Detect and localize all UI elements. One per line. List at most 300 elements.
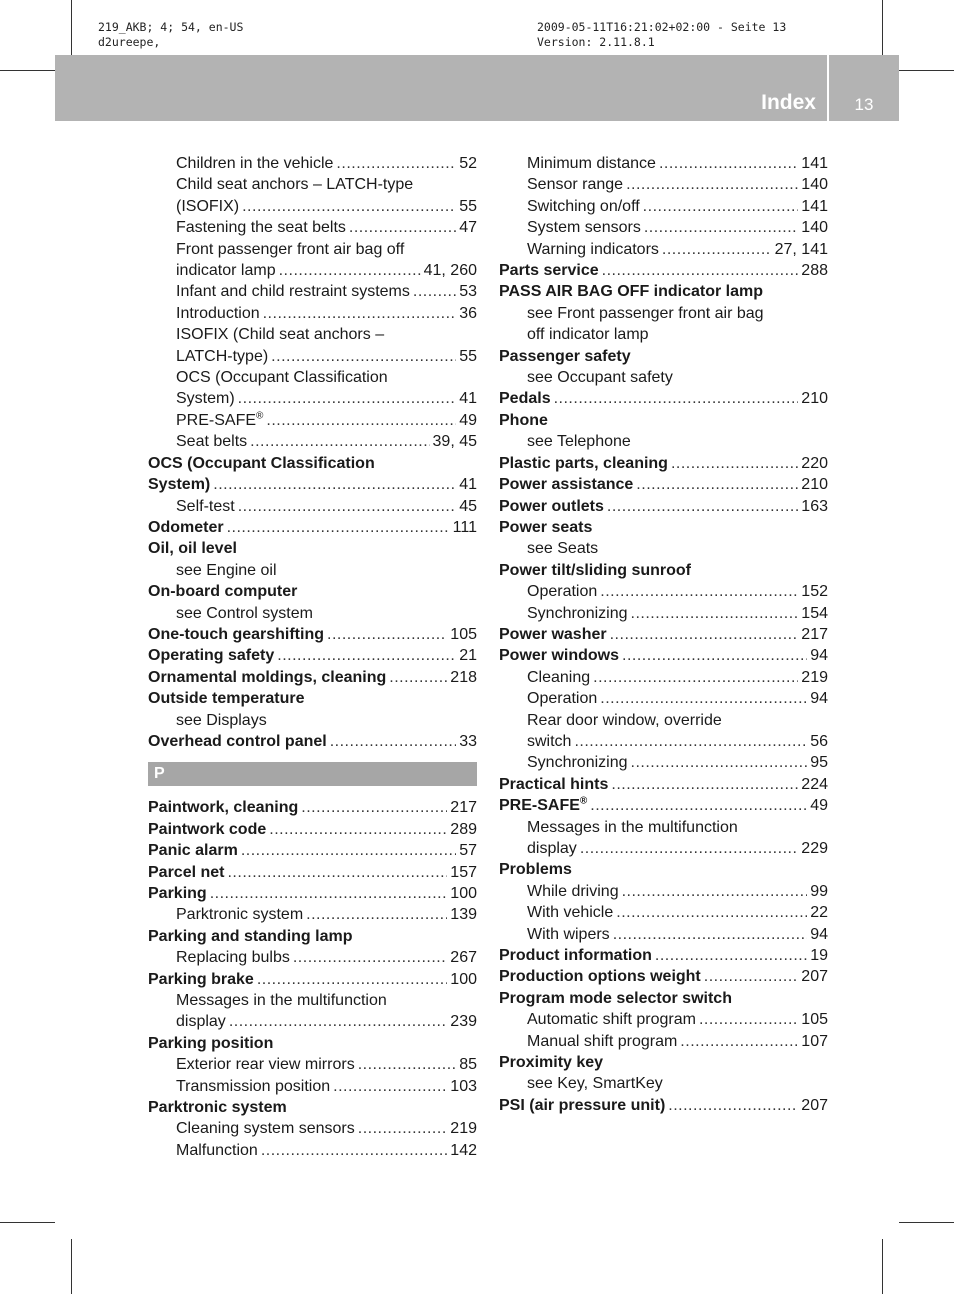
entry-text: Infant and child restraint systems xyxy=(176,283,410,301)
index-subentry xyxy=(148,217,477,238)
entry-text: Practical hints xyxy=(499,775,609,793)
entry-text: Messages in the multifunction xyxy=(527,818,738,836)
index-entry xyxy=(499,624,828,645)
page-reference: 53 xyxy=(459,283,477,301)
index-entry xyxy=(148,624,477,645)
entry-text: display xyxy=(527,840,577,857)
index-entry xyxy=(499,388,828,409)
index-entry xyxy=(148,862,477,883)
print-meta-right xyxy=(537,20,786,50)
index-subentry xyxy=(148,603,477,624)
dot-leader xyxy=(241,840,456,861)
dot-leader xyxy=(636,474,798,495)
dot-leader xyxy=(242,196,456,217)
dot-leader xyxy=(293,947,447,968)
dot-leader xyxy=(593,667,798,688)
page-reference: 55 xyxy=(459,197,477,215)
page-reference: 39, 45 xyxy=(432,433,477,451)
page-reference: 111 xyxy=(452,518,477,536)
index-subentry xyxy=(148,239,477,260)
entry-text: Product information xyxy=(499,947,652,965)
page-reference: 94 xyxy=(810,647,828,665)
entry-text: Replacing bulbs xyxy=(176,949,290,967)
dot-leader xyxy=(574,731,807,752)
dot-leader xyxy=(238,388,457,409)
index-subentry xyxy=(499,1073,828,1094)
dot-leader xyxy=(554,388,799,409)
entry-text: see Control system xyxy=(176,604,313,622)
index-subentry xyxy=(499,603,828,624)
entry-text: Parking position xyxy=(148,1034,274,1052)
dot-leader xyxy=(336,153,456,174)
entry-text: Parking brake xyxy=(148,970,254,988)
index-subentry xyxy=(499,581,828,602)
dot-leader xyxy=(668,1095,798,1116)
crop-mark xyxy=(899,70,954,71)
page-reference: 47 xyxy=(459,219,477,237)
dot-leader xyxy=(327,624,447,645)
index-entry xyxy=(499,966,828,987)
entry-text: Minimum distance xyxy=(527,155,656,172)
index-subentry xyxy=(148,1054,477,1075)
index-subentry xyxy=(499,710,828,731)
page-reference: 41, 260 xyxy=(423,262,477,280)
index-subentry xyxy=(499,538,828,559)
index-entry xyxy=(148,731,477,752)
entry-text: Parktronic system xyxy=(176,906,304,924)
entry-text: display xyxy=(176,1013,226,1031)
dot-leader xyxy=(655,945,807,966)
dot-leader xyxy=(610,624,799,645)
dot-leader xyxy=(301,797,447,818)
index-entry xyxy=(499,774,828,795)
page-reference: 107 xyxy=(801,1032,828,1050)
index-subentry xyxy=(148,990,477,1011)
index-entry xyxy=(499,645,828,666)
index-subentry xyxy=(499,838,828,859)
index-entry xyxy=(148,453,477,474)
entry-text: System) xyxy=(176,390,235,408)
index-subentry xyxy=(148,196,477,217)
dot-leader xyxy=(600,581,798,602)
entry-text: One-touch gearshifting xyxy=(148,625,324,643)
entry-text: Manual shift program xyxy=(527,1032,678,1050)
entry-text: Switching on/off xyxy=(527,197,640,215)
page-reference: 210 xyxy=(801,476,828,494)
index-list xyxy=(148,153,477,752)
entry-text: PSI (air pressure unit) xyxy=(499,1096,666,1114)
index-list xyxy=(499,153,828,1116)
entry-text: LATCH-type) xyxy=(176,347,269,365)
index-subentry xyxy=(499,153,828,174)
dot-leader xyxy=(413,281,456,302)
entry-text: PRE-SAFE® xyxy=(176,410,264,429)
dot-leader xyxy=(680,1031,798,1052)
crop-mark xyxy=(899,1222,954,1223)
index-entry xyxy=(499,988,828,1009)
index-entry xyxy=(499,474,828,495)
dot-leader xyxy=(263,303,457,324)
dot-leader xyxy=(699,1009,798,1030)
entry-text: Phone xyxy=(499,411,548,429)
entry-text: Power seats xyxy=(499,518,593,536)
dot-leader xyxy=(358,1054,457,1075)
meta-line: 2009-05-11T16:21:02+02:00 - Seite 13 xyxy=(537,20,787,34)
entry-text: (ISOFIX) xyxy=(176,197,240,215)
page-reference: 219 xyxy=(450,1120,477,1138)
page-reference: 289 xyxy=(450,820,477,838)
page-reference: 105 xyxy=(801,1011,828,1029)
index-entry xyxy=(148,581,477,602)
page-reference: 154 xyxy=(801,604,828,622)
page-reference: 163 xyxy=(801,497,828,515)
dot-leader xyxy=(643,196,799,217)
entry-text: ISOFIX (Child seat anchors – xyxy=(176,326,385,344)
entry-text: Parcel net xyxy=(148,863,225,881)
page-reference: 52 xyxy=(459,155,477,172)
dot-leader xyxy=(250,431,429,452)
index-entry xyxy=(499,517,828,538)
dot-leader xyxy=(631,752,808,773)
page-reference: 140 xyxy=(801,176,828,194)
index-subentry xyxy=(148,431,477,452)
entry-text: While driving xyxy=(527,882,619,900)
index-entry xyxy=(148,667,477,688)
entry-text: Messages in the multifunction xyxy=(176,992,387,1010)
page-reference: 49 xyxy=(459,411,477,429)
page-reference: 55 xyxy=(459,347,477,365)
index-subentry xyxy=(499,688,828,709)
dot-leader xyxy=(271,346,456,367)
dot-leader xyxy=(611,774,798,795)
page-reference: 103 xyxy=(450,1077,477,1095)
dot-leader xyxy=(671,453,798,474)
index-entry xyxy=(499,945,828,966)
page-reference: 36 xyxy=(459,304,477,322)
index-entry xyxy=(499,410,828,431)
crop-mark xyxy=(71,0,72,55)
page-reference: 207 xyxy=(801,968,828,986)
entry-text: Cleaning xyxy=(527,668,591,686)
index-entry xyxy=(499,1095,828,1116)
page-reference: 217 xyxy=(450,799,477,817)
index-subentry xyxy=(148,1011,477,1032)
page-reference: 217 xyxy=(801,625,828,643)
index-entry xyxy=(148,819,477,840)
page-reference: 41 xyxy=(459,390,477,408)
index-subentry xyxy=(148,1076,477,1097)
entry-text: Oil, oil level xyxy=(148,540,237,558)
dot-leader xyxy=(659,153,798,174)
dot-leader xyxy=(590,795,807,816)
page-reference: 157 xyxy=(450,863,477,881)
entry-text: Operation xyxy=(527,583,598,601)
dot-leader xyxy=(279,260,421,281)
page-reference: 21 xyxy=(459,647,477,665)
entry-text: With vehicle xyxy=(527,904,614,922)
page-reference: 239 xyxy=(450,1013,477,1031)
index-subentry xyxy=(499,239,828,260)
index-subentry xyxy=(148,904,477,925)
index-subentry xyxy=(148,174,477,195)
index-entry xyxy=(499,281,828,302)
entry-text: see Key, SmartKey xyxy=(527,1075,663,1093)
page-reference: 105 xyxy=(450,625,477,643)
dot-leader xyxy=(358,1118,448,1139)
page-reference: 229 xyxy=(801,840,828,857)
crop-mark xyxy=(882,1239,883,1294)
entry-text: Operating safety xyxy=(148,647,275,665)
entry-text: System sensors xyxy=(527,219,641,237)
entry-text: Sensor range xyxy=(527,176,624,194)
crop-mark xyxy=(71,1239,72,1294)
entry-text: Proximity key xyxy=(499,1054,604,1072)
index-subentry xyxy=(148,710,477,731)
index-entry xyxy=(148,797,477,818)
index-subentry xyxy=(499,752,828,773)
index-entry xyxy=(148,969,477,990)
entry-text: Power washer xyxy=(499,625,607,643)
entry-text: see Telephone xyxy=(527,433,631,451)
dot-leader xyxy=(602,260,799,281)
dot-leader xyxy=(622,881,808,902)
page-reference: 224 xyxy=(801,775,828,793)
dot-leader xyxy=(644,217,798,238)
page-reference: 85 xyxy=(459,1056,477,1074)
dot-leader xyxy=(704,966,799,987)
entry-text: OCS (Occupant Classification xyxy=(148,454,375,472)
dot-leader xyxy=(607,496,798,517)
entry-text: Problems xyxy=(499,861,572,879)
index-entry xyxy=(148,1033,477,1054)
entry-text: see Displays xyxy=(176,711,267,729)
page-reference: 141 xyxy=(801,155,828,172)
dot-leader xyxy=(333,1076,447,1097)
dot-leader xyxy=(389,667,447,688)
entry-text: Exterior rear view mirrors xyxy=(176,1056,355,1074)
page-number: 13 xyxy=(854,95,874,114)
entry-text: Paintwork code xyxy=(148,820,267,838)
entry-text: Warning indicators xyxy=(527,240,659,258)
index-subentry xyxy=(499,217,828,238)
index-subentry xyxy=(499,902,828,923)
entry-text: Pedals xyxy=(499,390,551,408)
entry-text: Power tilt/sliding sunroof xyxy=(499,561,691,579)
page-reference: 288 xyxy=(801,262,828,280)
page-reference: 140 xyxy=(801,219,828,237)
page-reference: 99 xyxy=(810,882,828,900)
page-reference: 218 xyxy=(450,668,477,686)
page-reference: 219 xyxy=(801,668,828,686)
index-entry xyxy=(499,453,828,474)
index-entry xyxy=(499,795,828,816)
index-entry xyxy=(148,840,477,861)
page-reference: 100 xyxy=(450,970,477,988)
index-subentry xyxy=(499,324,828,345)
entry-text: Power windows xyxy=(499,647,620,665)
dot-leader xyxy=(306,904,447,925)
entry-text: Synchronizing xyxy=(527,754,628,772)
page-reference: 207 xyxy=(801,1096,828,1114)
entry-text: indicator lamp xyxy=(176,262,276,280)
entry-text: Ornamental moldings, cleaning xyxy=(148,668,387,686)
entry-text: Odometer xyxy=(148,518,224,536)
entry-text: see Occupant safety xyxy=(527,369,673,387)
entry-text: Front passenger front air bag off xyxy=(176,240,405,258)
dot-leader xyxy=(277,645,456,666)
page-reference: 210 xyxy=(801,390,828,408)
index-entry xyxy=(499,1052,828,1073)
index-subentry xyxy=(148,947,477,968)
dot-leader xyxy=(616,902,807,923)
entry-text: Parts service xyxy=(499,262,599,280)
entry-text: Automatic shift program xyxy=(527,1011,696,1029)
entry-text: PRE-SAFE® xyxy=(499,795,588,815)
page-reference: 45 xyxy=(459,497,477,515)
index-entry xyxy=(148,517,477,538)
index-subentry xyxy=(148,410,477,431)
index-subentry xyxy=(499,881,828,902)
entry-text: see Engine oil xyxy=(176,561,277,579)
entry-text: Cleaning system sensors xyxy=(176,1120,355,1138)
index-entry xyxy=(148,538,477,559)
entry-text: Panic alarm xyxy=(148,842,238,860)
index-subentry xyxy=(148,388,477,409)
section-heading-p: P xyxy=(148,762,477,786)
index-subentry xyxy=(148,153,477,174)
print-meta-left xyxy=(98,20,243,50)
index-subentry xyxy=(148,281,477,302)
dot-leader xyxy=(662,239,772,260)
index-entry xyxy=(499,560,828,581)
dot-leader xyxy=(613,924,808,945)
entry-text: Self-test xyxy=(176,497,235,515)
dot-leader xyxy=(269,819,447,840)
page-reference: 56 xyxy=(810,732,828,750)
entry-text: Passenger safety xyxy=(499,347,631,365)
entry-text: Rear door window, override xyxy=(527,711,722,729)
entry-text: Synchronizing xyxy=(527,604,628,622)
index-column-left xyxy=(148,153,477,1161)
entry-text: Power outlets xyxy=(499,497,604,515)
index-subentry xyxy=(148,324,477,345)
index-subentry xyxy=(148,1118,477,1139)
dot-leader xyxy=(227,517,450,538)
entry-text: Seat belts xyxy=(176,433,248,451)
dot-leader xyxy=(266,410,456,431)
index-subentry xyxy=(499,817,828,838)
dot-leader xyxy=(213,474,456,495)
index-list xyxy=(148,797,477,1161)
index-subentry xyxy=(499,196,828,217)
index-entry xyxy=(148,688,477,709)
index-entry xyxy=(499,859,828,880)
entry-text: System) xyxy=(148,476,211,494)
dot-leader xyxy=(580,838,798,859)
page-reference: 141 xyxy=(801,197,828,215)
index-subentry xyxy=(148,303,477,324)
entry-text: On-board computer xyxy=(148,583,298,601)
dot-leader xyxy=(600,688,807,709)
index-column-right xyxy=(499,153,828,1116)
dot-leader xyxy=(210,883,448,904)
page-reference: 94 xyxy=(810,925,828,943)
index-subentry xyxy=(499,731,828,752)
index-subentry xyxy=(499,303,828,324)
crop-mark xyxy=(882,0,883,55)
page-reference: 220 xyxy=(801,454,828,472)
index-subentry xyxy=(499,1031,828,1052)
entry-text: OCS (Occupant Classification xyxy=(176,369,388,387)
meta-line: Version: 2.11.8.1 xyxy=(537,35,655,49)
entry-text: Introduction xyxy=(176,304,260,322)
crop-mark xyxy=(0,70,55,71)
page-title: Index xyxy=(761,91,816,114)
entry-text: Parking and standing lamp xyxy=(148,927,353,945)
index-entry xyxy=(148,883,477,904)
page-reference: 49 xyxy=(810,797,828,815)
page-reference: 142 xyxy=(450,1141,477,1159)
dot-leader xyxy=(257,969,447,990)
page-reference: 22 xyxy=(810,904,828,922)
index-entry xyxy=(148,645,477,666)
entry-text: Plastic parts, cleaning xyxy=(499,454,668,472)
page-reference: 267 xyxy=(450,949,477,967)
index-subentry xyxy=(499,367,828,388)
index-subentry xyxy=(148,346,477,367)
entry-text: Children in the vehicle xyxy=(176,155,334,172)
page-reference: 41 xyxy=(459,476,477,494)
dot-leader xyxy=(330,731,456,752)
dot-leader xyxy=(349,217,456,238)
page-reference: 19 xyxy=(810,947,828,965)
index-subentry xyxy=(499,1009,828,1030)
entry-text: Malfunction xyxy=(176,1141,258,1159)
page-reference: 139 xyxy=(450,906,477,924)
dot-leader xyxy=(227,862,447,883)
dot-leader xyxy=(626,174,798,195)
entry-text: Child seat anchors – LATCH-type xyxy=(176,176,414,194)
index-entry xyxy=(499,496,828,517)
entry-text: switch xyxy=(527,732,572,750)
entry-text: Parking xyxy=(148,885,207,902)
meta-line: d2ureepe, xyxy=(98,35,161,49)
index-entry xyxy=(499,346,828,367)
entry-text: Production options weight xyxy=(499,968,701,986)
page-reference: 152 xyxy=(801,583,828,601)
dot-leader xyxy=(238,496,457,517)
index-subentry xyxy=(499,174,828,195)
page-reference: 94 xyxy=(810,690,828,708)
index-subentry xyxy=(499,431,828,452)
entry-text: Paintwork, cleaning xyxy=(148,799,299,817)
page-reference: 33 xyxy=(459,732,477,750)
index-subentry xyxy=(148,260,477,281)
entry-text: PASS AIR BAG OFF indicator lamp xyxy=(499,283,764,301)
index-subentry xyxy=(499,667,828,688)
page-reference: 95 xyxy=(810,754,828,772)
entry-text: see Front passenger front air bag xyxy=(527,304,764,322)
meta-line: 219_AKB; 4; 54, en-US xyxy=(98,20,244,34)
index-entry xyxy=(148,474,477,495)
entry-text: Parktronic system xyxy=(148,1099,287,1117)
index-entry xyxy=(499,260,828,281)
entry-text: Power assistance xyxy=(499,476,634,494)
page-reference: 100 xyxy=(450,885,477,902)
dot-leader xyxy=(229,1011,447,1032)
page-reference: 57 xyxy=(459,842,477,860)
index-subentry xyxy=(148,1140,477,1161)
